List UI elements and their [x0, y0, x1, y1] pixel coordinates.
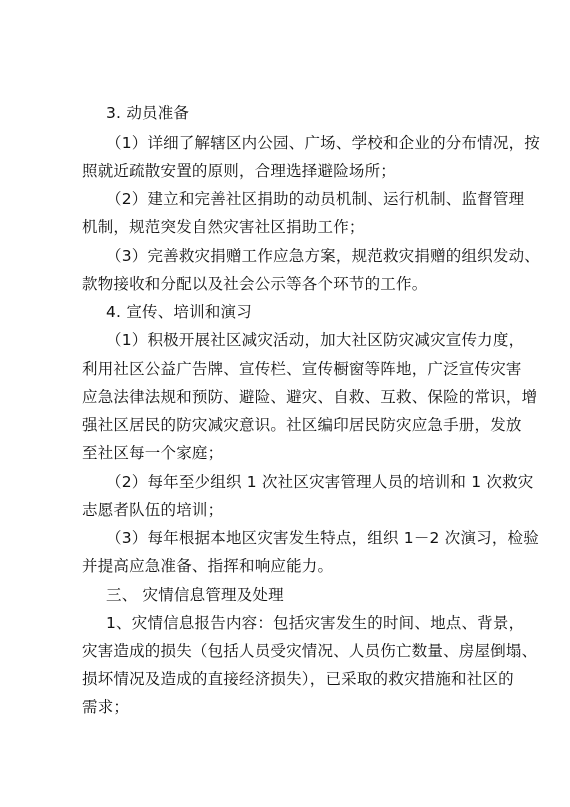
paragraph-line: （3）完善救灾捐赠工作应急方案，规范救灾捐赠的组织发动、 [106, 247, 540, 265]
paragraph-line: 需求； [82, 698, 130, 716]
paragraph-line: 损坏情况及造成的直接经济损失），已采取的救灾措施和社区的 [82, 670, 514, 688]
paragraph-line: 强社区居民的防灾减灾意识。社区编印居民防灾应急手册，发放 [82, 416, 522, 434]
paragraph-line: 利用社区公益广告牌、宣传栏、宣传橱窗等阵地，广泛宣传灾害 [82, 360, 522, 378]
paragraph-line: 照就近疏散安置的原则，合理选择避险场所； [82, 162, 397, 180]
section-heading-disaster-info: 三、 灾情信息管理及处理 [106, 586, 284, 604]
paragraph-line: 1、灾情信息报告内容：包括灾害发生的时间、地点、背景， [106, 614, 525, 632]
paragraph-line: （3）每年根据本地区灾害发生特点，组织 1－2 次演习，检验 [106, 529, 539, 547]
paragraph-line: （2）每年至少组织 1 次社区灾害管理人员的培训和 1 次救灾 [106, 473, 534, 491]
paragraph-line: 款物接收和分配以及社会公示等各个环节的工作。 [82, 275, 428, 293]
paragraph-line: 机制，规范突发自然灾害社区捐助工作； [82, 218, 365, 236]
paragraph-line: （1）积极开展社区减灾活动，加大社区防灾减灾宣传力度， [106, 331, 525, 349]
paragraph-line: 志愿者队伍的培训； [82, 501, 224, 519]
section-heading-mobilization: 3. 动员准备 [106, 104, 190, 122]
section-heading-training: 4. 宣传、培训和演习 [106, 303, 252, 321]
paragraph-line: 灾害造成的损失（包括人员受灾情况、人员伤亡数量、房屋倒塌、 [82, 642, 538, 660]
paragraph-line: 并提高应急准备、指挥和响应能力。 [82, 557, 334, 575]
paragraph-line: （2）建立和完善社区捐助的动员机制、运行机制、监督管理 [106, 190, 525, 208]
paragraph-line: 应急法律法规和预防、避险、避灾、自救、互救、保险的常识，增 [82, 388, 538, 406]
paragraph-line: （1）详细了解辖区内公园、广场、学校和企业的分布情况，按 [106, 134, 540, 152]
paragraph-line: 至社区每一个家庭； [82, 444, 224, 462]
